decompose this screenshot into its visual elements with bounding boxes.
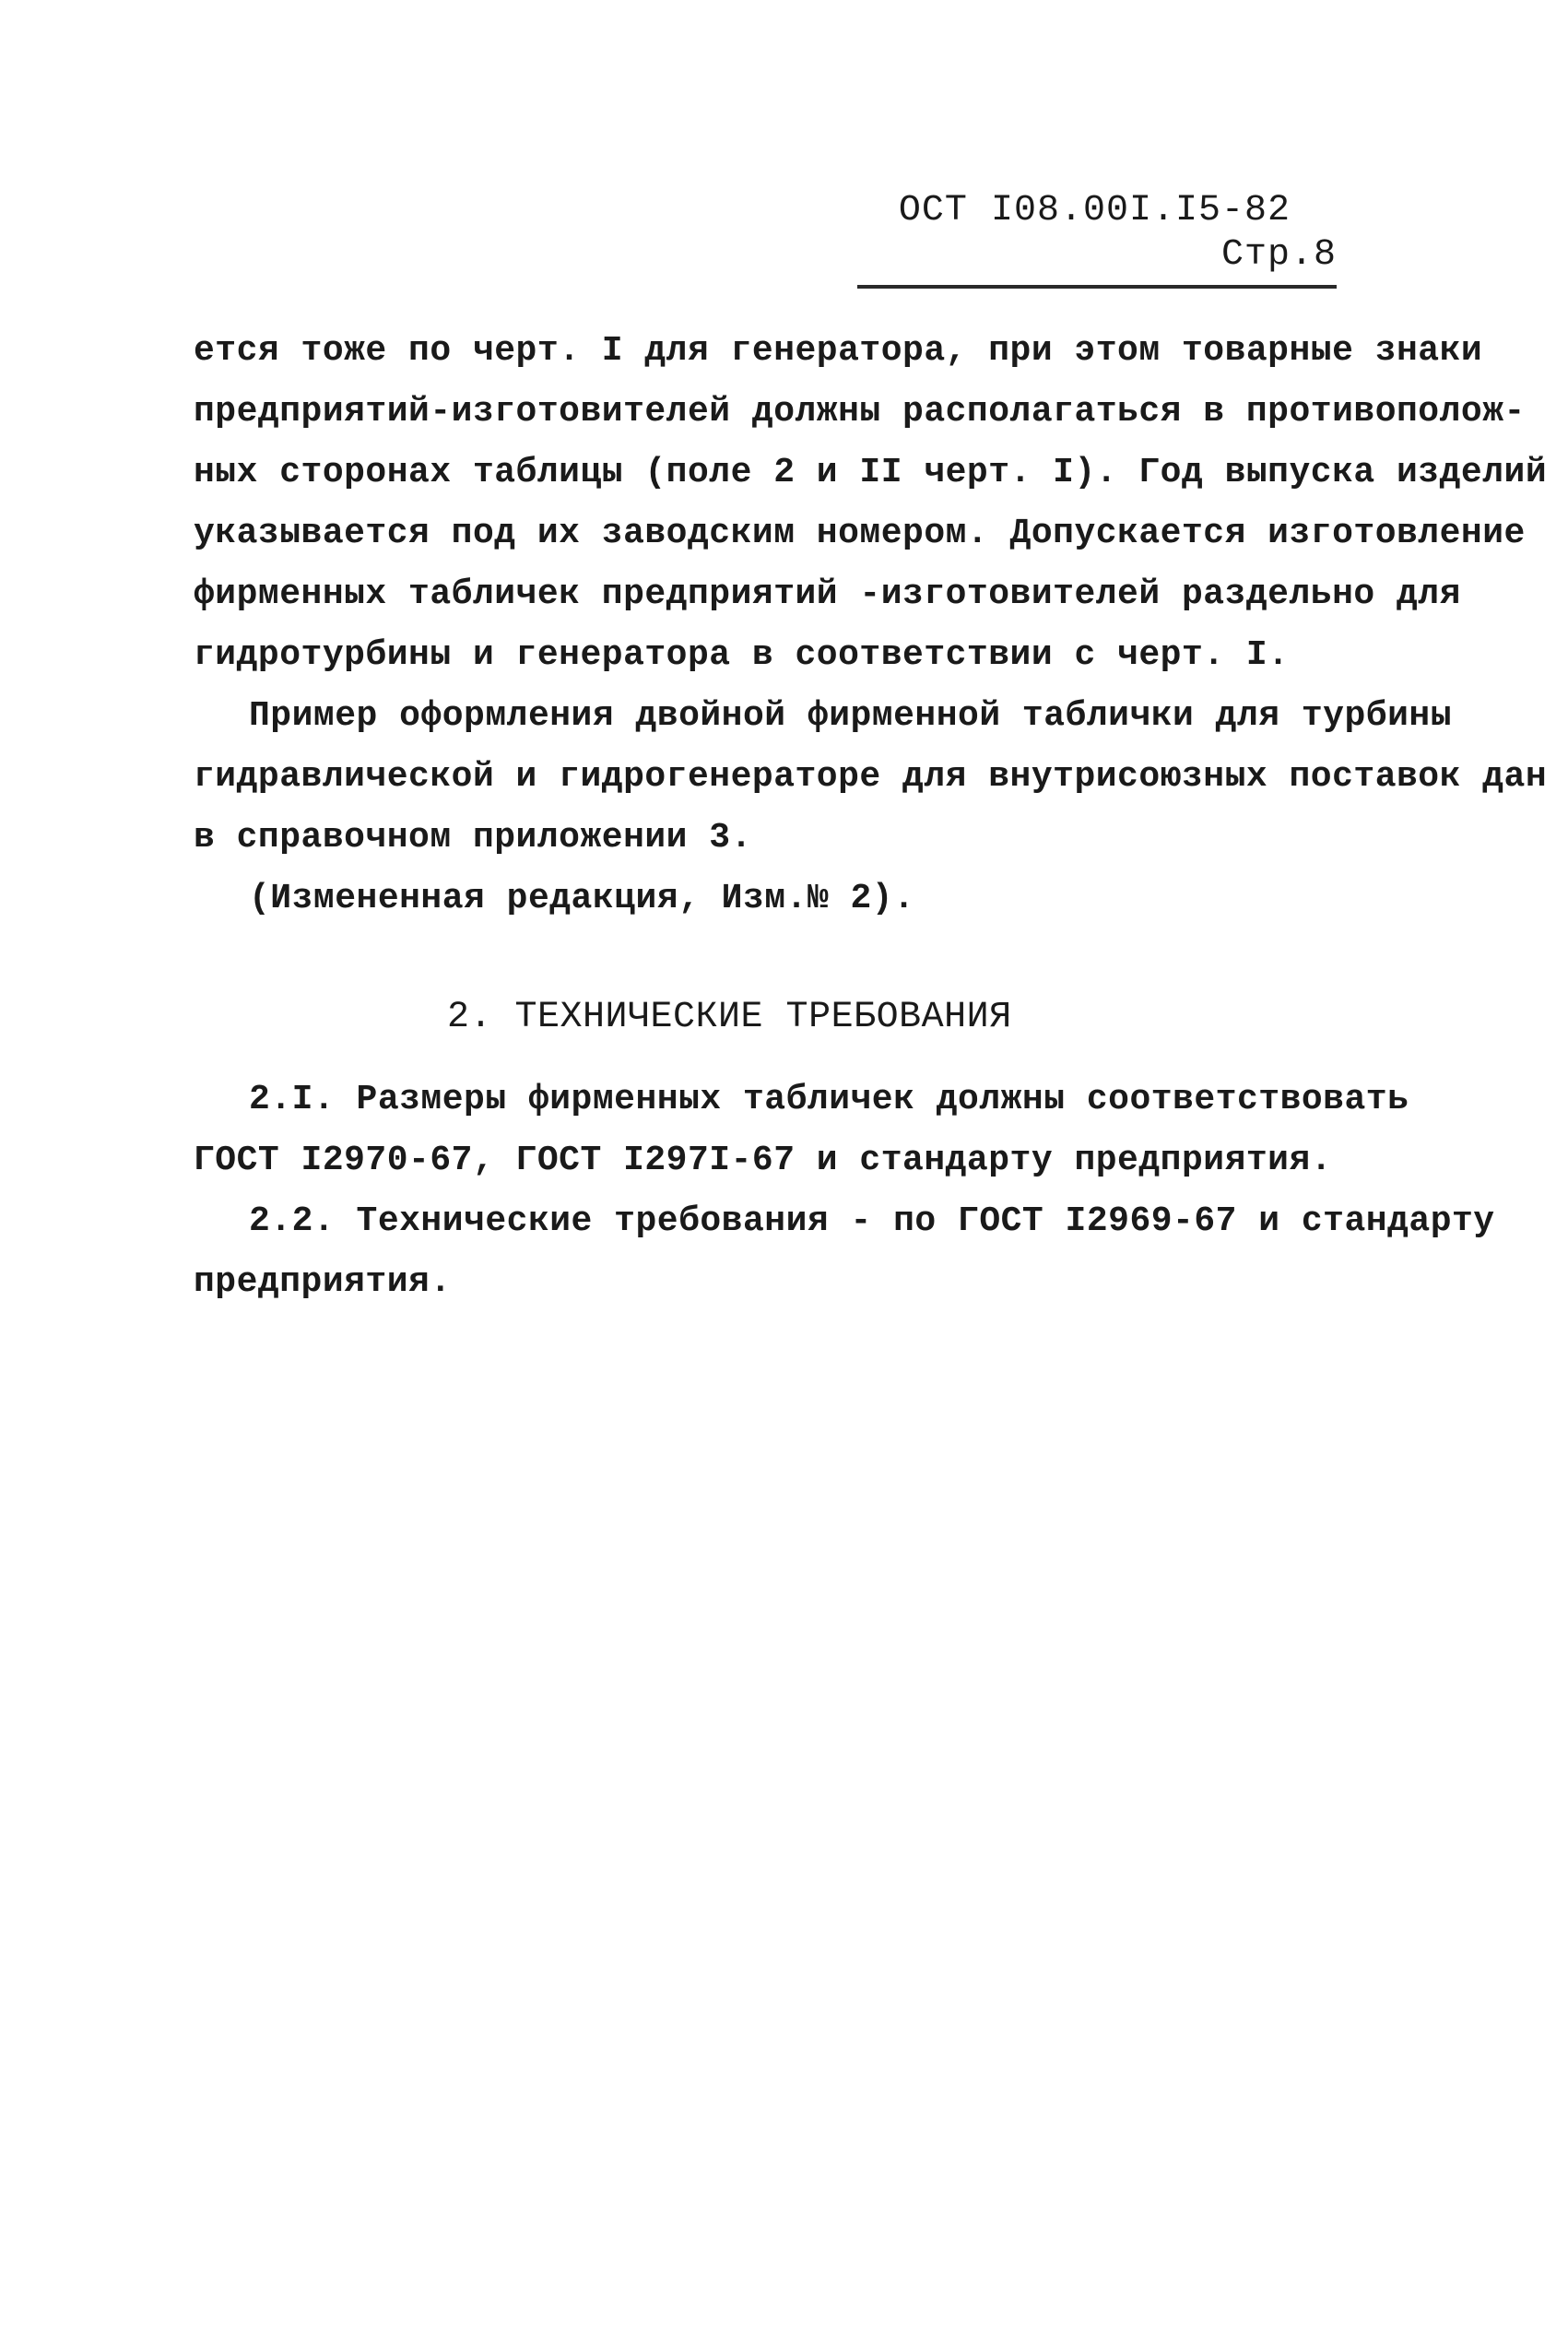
page-number: Стр.8 bbox=[1220, 234, 1337, 276]
revision-note bbox=[194, 869, 1383, 929]
text-line: ГОСТ I2970-67, ГОСТ I297I-67 и стандарту предприятия. bbox=[194, 1141, 1333, 1180]
document-code: ОСТ I08.00I.I5-82 bbox=[898, 190, 1291, 231]
paragraph-example bbox=[194, 686, 1548, 869]
text-line: гидравлической и гидрогенераторе для внутрисоюзных поставок дан bbox=[194, 757, 1548, 797]
paragraph-continuation bbox=[194, 321, 1548, 686]
text-line: гидротурбины и генератора в соответствии с черт. I. bbox=[194, 635, 1290, 675]
text-line: ется тоже по черт. I для генератора, при этом товарные знаки bbox=[194, 331, 1483, 371]
text-line: предприятия. bbox=[194, 1262, 452, 1302]
text-line: Пример оформления двойной фирменной таблички для турбины bbox=[249, 696, 1453, 736]
clause-2-2 bbox=[194, 1191, 1495, 1313]
text-line: предприятий-изготовителей должны располагаться в противополож- bbox=[194, 392, 1526, 432]
text-line: (Измененная редакция, Изм.№ 2). bbox=[249, 879, 915, 918]
text-line: 2.2. Технические требования - по ГОСТ I2969-67 и стандарту bbox=[249, 1201, 1495, 1241]
text-line: в справочном приложении 3. bbox=[194, 818, 752, 857]
page-header bbox=[857, 189, 1337, 289]
text-line: указывается под их заводским номером. Допускается изготовление bbox=[194, 514, 1526, 553]
text-line: фирменных табличек предприятий -изготовителей раздельно для bbox=[194, 574, 1461, 614]
text-line: ных сторонах таблицы (поле 2 и II черт. I). Год выпуска изделий bbox=[194, 453, 1548, 492]
section-title: 2. ТЕХНИЧЕСКИЕ ТРЕБОВАНИЯ bbox=[447, 997, 1012, 1038]
text-line: 2.I. Размеры фирменных табличек должны соответствовать bbox=[249, 1080, 1409, 1119]
clause-2-1 bbox=[194, 1070, 1409, 1191]
